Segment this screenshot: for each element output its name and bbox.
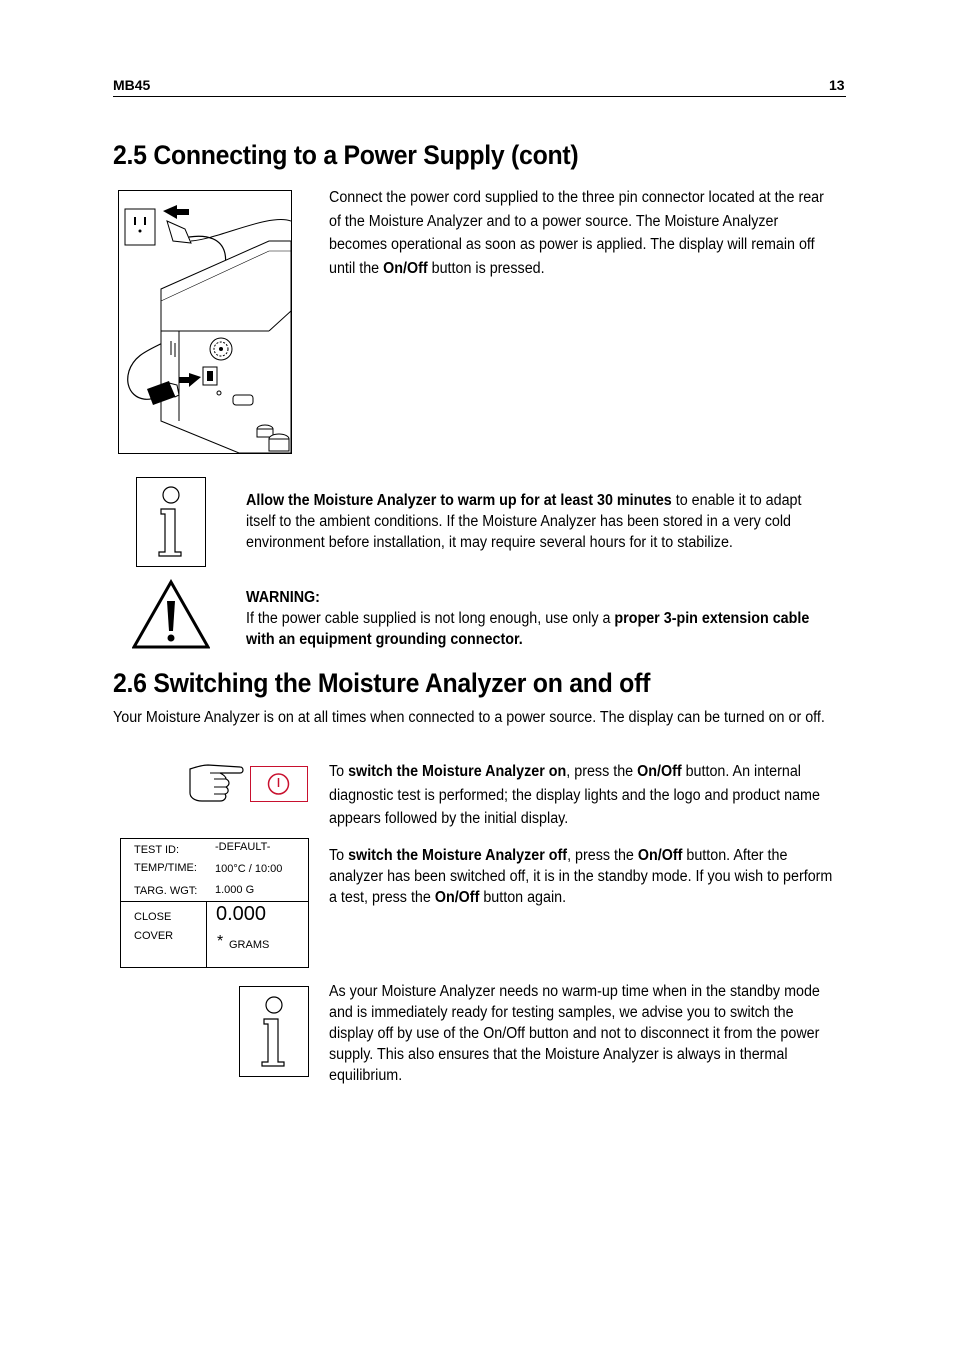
switch-off-button-ref: On/Off: [637, 847, 683, 864]
targ-wgt-value: 1.000 G: [215, 884, 255, 896]
display-divider-horizontal: [121, 901, 308, 902]
switch-on-end: button. An internal diagnostic test is performed; the display lights and the logo and product name appears followed by the initial display.: [329, 763, 820, 827]
switch-off-paragraph: [329, 845, 839, 908]
message-close: CLOSE: [134, 911, 172, 923]
warning-bold: proper 3-pin extension cable with an equipment grounding connector.: [246, 610, 810, 648]
targ-wgt-label: TARG. WGT:: [134, 885, 198, 897]
power-connection-illustration: [118, 190, 292, 454]
weight-value: 0.000: [216, 903, 267, 925]
test-id-label: TEST ID:: [134, 844, 180, 856]
header-model: MB45: [113, 77, 151, 93]
on-off-reference: On/Off: [383, 259, 428, 277]
header-rule: [113, 96, 846, 97]
switch-off-mid2: button. After the analyzer has been switched off, it is in the standby mode. If you wish to perform a test, press the: [329, 847, 833, 906]
switch-off-mid: , press the: [567, 847, 638, 864]
warning-paragraph: [246, 587, 823, 650]
switch-off-pre: To: [329, 847, 349, 864]
switch-on-pre: To: [329, 763, 349, 780]
switching-intro: Your Moisture Analyzer is on at all times when connected to a power source. The display can be turned on or off.: [113, 709, 825, 726]
switch-on-paragraph: [329, 760, 839, 831]
info-icon-2: [239, 986, 309, 1077]
stability-asterisk: *: [217, 933, 224, 950]
weight-unit: GRAMS: [229, 939, 270, 951]
power-supply-paragraph: [329, 186, 839, 280]
switch-off-button-ref-2: On/Off: [434, 889, 480, 906]
warmup-paragraph: [246, 490, 823, 553]
temp-time-label: TEMP/TIME:: [134, 862, 197, 874]
power-button-icon: [250, 766, 308, 802]
info-icon: [136, 477, 206, 567]
power-supply-text: Connect the power cord supplied to the three pin connector located at the rear of the Moisture Analyzer and to a power source. The Moisture Analyzer becomes operational as soon as power is applied. The display will remain off until the: [329, 189, 824, 277]
warning-title: WARNING:: [246, 589, 320, 606]
switch-off-end: button again.: [479, 889, 567, 906]
power-cord-drawing: [119, 191, 291, 453]
page-number: 13: [829, 77, 845, 93]
section-2-5-title: 2.5 Connecting to a Power Supply (cont): [113, 140, 579, 170]
message-cover: COVER: [134, 930, 174, 942]
power-supply-text-end: button is pressed.: [427, 259, 545, 277]
warning-icon: [132, 579, 210, 649]
display-screen: [120, 838, 309, 968]
switch-on-bold: switch the Moisture Analyzer on: [348, 763, 567, 780]
temp-time-value: 100°C / 10:00: [215, 863, 283, 875]
switch-on-mid: , press the: [566, 763, 638, 780]
pointing-hand-icon: [186, 759, 246, 803]
display-divider-vertical: [206, 901, 207, 968]
switch-on-button-ref: On/Off: [637, 763, 682, 780]
standby-note: As your Moisture Analyzer needs no warm-up time when in the standby mode and is immediately ready for testing samples, we advise you to switch the display off by use of the On/Off button and not to disconnect it from the power supply. This also ensures that the Moisture Analyzer is always in thermal equilibrium.: [329, 983, 820, 1084]
section-2-6-title: 2.6 Switching the Moisture Analyzer on and off: [113, 668, 651, 698]
warmup-text: to enable it to adapt itself to the ambient conditions. If the Moisture Analyzer has been stored in a very cold environment before installation, it may require several hours for it to stabilize.: [246, 492, 802, 551]
switch-off-bold: switch the Moisture Analyzer off: [348, 847, 568, 864]
warning-text: If the power cable supplied is not long enough, use only a: [246, 610, 615, 627]
test-id-value: -DEFAULT-: [215, 841, 271, 853]
warmup-bold: Allow the Moisture Analyzer to warm up for at least 30 minutes: [246, 492, 672, 509]
